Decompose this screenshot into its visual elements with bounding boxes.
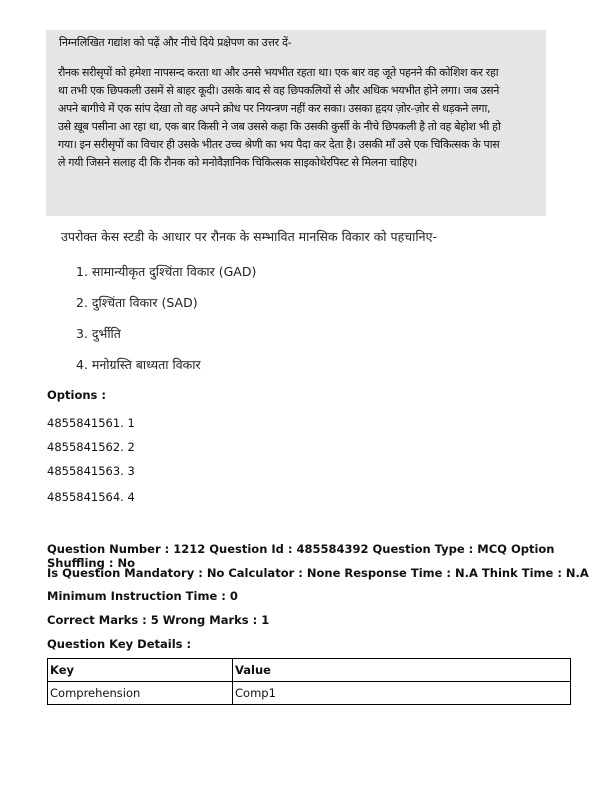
key-details-header: Question Key Details :: [47, 637, 192, 651]
table-header-cell: Key: [48, 659, 233, 682]
table-header-row: [48, 659, 571, 682]
option-item: 4855841564. 4: [47, 490, 135, 504]
question-text: उपरोक्त केस स्टडी के आधार पर रौनक के सम्भावित मानसिक विकार को पहचानिए-: [61, 229, 438, 244]
question-meta-line: Question Number : 1212 Question Id : 485584392 Question Type : MCQ Option Shuffling : No: [47, 542, 555, 570]
passage-line: उसे ख़ूब पसीना आ रहा था, एक बार किसी ने जब उससे कहा कि उसकी कुर्सी के नीचे छिपकली है तो वह बेहोश भी हो: [58, 120, 501, 133]
option-item: 4855841563. 3: [47, 464, 135, 478]
option-item: 4855841561. 1: [47, 416, 135, 430]
option-item: 4855841562. 2: [47, 440, 135, 454]
statement-4: 4. मनोग्रस्ति बाध्यता विकार: [76, 357, 201, 372]
table-row: [48, 682, 571, 705]
instruction-time: Minimum Instruction Time : 0: [47, 589, 238, 603]
marks-info: Correct Marks : 5 Wrong Marks : 1: [47, 613, 270, 627]
table-header-cell: Value: [233, 659, 571, 682]
statement-2: 2. दुश्चिंता विकार (SAD): [76, 295, 198, 310]
passage-line: था तभी एक छिपकली उसमें से बाहर कूदी। उसके बाद से वह छिपकलियों से और अधिक भयभीत होने लगा। जब उसने: [58, 84, 499, 97]
statement-3: 3. दुर्भीति: [76, 326, 121, 341]
passage-line: ले गयी जिसने सलाह दी कि रौनक को मनोवैज्ञानिक चिकित्सक साइकोथेरपिस्ट से मिलना चाहिए।: [58, 156, 417, 169]
question-meta-line: Is Question Mandatory : No Calculator : None Response Time : N.A Think Time : N.A: [47, 566, 589, 580]
passage-text: [58, 64, 542, 172]
table-cell: Comp1: [233, 682, 571, 705]
statement-1: 1. सामान्यीकृत दुश्चिंता विकार (GAD): [76, 264, 257, 279]
table-cell: Comprehension: [48, 682, 233, 705]
passage-line: अपने बागीचे में एक सांप देखा तो वह अपने क्रोध पर नियन्त्रण नहीं कर सका। उसका हृदय ज़ोर-ज़ोर से धड़कने लगा,: [58, 102, 491, 115]
passage-line: गया। इन सरीसृपों का विचार ही उसके भीतर उच्च श्रेणी का भय पैदा कर देता है। उसकी माँ उसे एक चिकित्सक के पास: [58, 138, 500, 151]
passage-title: निम्नलिखित गद्यांश को पढ़ें और नीचे दिये प्रक्षेपण का उत्तर दें-: [59, 36, 292, 49]
options-header: Options :: [47, 388, 106, 402]
key-details-table: [47, 658, 571, 705]
passage-line: रौनक सरीसृपों को हमेशा नापसन्द करता था और उनसे भयभीत रहता था। एक बार वह जूते पहनने की कोशिश कर रहा: [58, 66, 499, 79]
